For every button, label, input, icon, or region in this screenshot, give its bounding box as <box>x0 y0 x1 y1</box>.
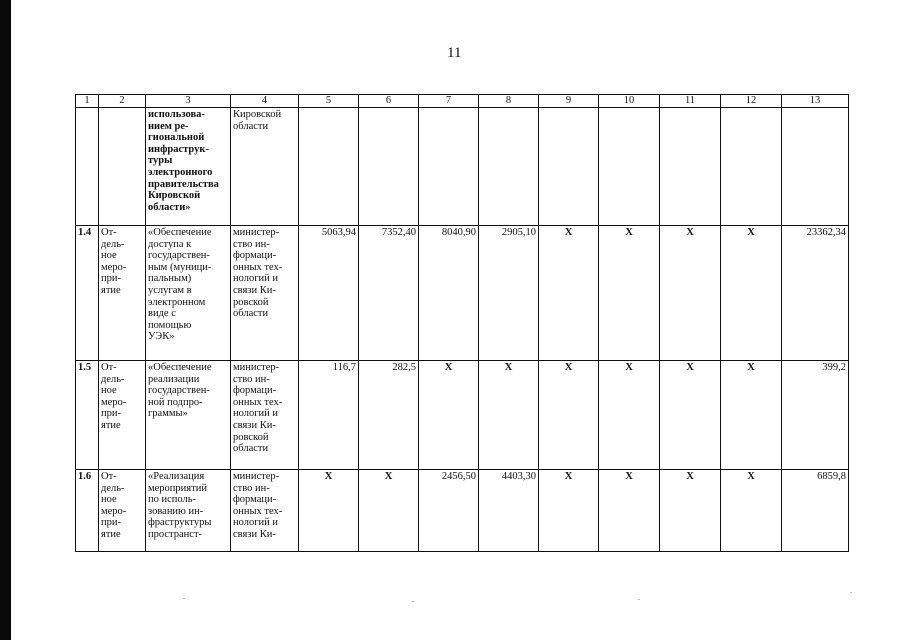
value-cell <box>599 108 660 226</box>
table-row <box>76 470 849 552</box>
value-cell: Х <box>299 470 359 552</box>
value-cell <box>479 108 539 226</box>
value-cell <box>721 108 782 226</box>
column-header: 11 <box>660 95 721 108</box>
value-cell: Х <box>419 361 479 470</box>
row-number <box>76 108 99 226</box>
value-cell: 7352,40 <box>359 226 419 361</box>
executor-cell: министер- ство ин- формаци- онных тех- нологий и связи Ки- ровской области <box>231 226 299 361</box>
value-cell: Х <box>721 226 782 361</box>
column-header: 4 <box>231 95 299 108</box>
value-cell: 5063,94 <box>299 226 359 361</box>
budget-table <box>75 94 849 552</box>
value-cell: 282,5 <box>359 361 419 470</box>
value-cell <box>539 108 599 226</box>
scan-speck <box>638 599 640 600</box>
scan-speck <box>412 601 414 602</box>
value-cell: Х <box>539 470 599 552</box>
value-cell <box>660 108 721 226</box>
scan-speck <box>850 592 852 593</box>
value-cell: Х <box>539 361 599 470</box>
header-row <box>76 95 849 108</box>
total-cell: 6859,8 <box>782 470 849 552</box>
row-number: 1.4 <box>76 226 99 361</box>
column-header: 10 <box>599 95 660 108</box>
activity-type-cell: От- дель- ное меро- при- ятие <box>99 361 146 470</box>
activity-name-cell: «Обеспечение доступа к государствен- ным (муници- пальным) услугам в электронном виде с помощью УЭК» <box>146 226 231 361</box>
value-cell: Х <box>660 361 721 470</box>
table-row <box>76 361 849 470</box>
value-cell: Х <box>359 470 419 552</box>
activity-name-cell: «Реализация мероприятий по исполь- зованию ин- фраструктуры пространст- <box>146 470 231 552</box>
scan-speck <box>183 598 185 599</box>
column-header: 5 <box>299 95 359 108</box>
value-cell: 4403,30 <box>479 470 539 552</box>
table-row <box>76 226 849 361</box>
value-cell: Х <box>660 226 721 361</box>
value-cell: 2905,10 <box>479 226 539 361</box>
column-header: 8 <box>479 95 539 108</box>
activity-type-cell: От- дель- ное меро- при- ятие <box>99 226 146 361</box>
value-cell: Х <box>721 470 782 552</box>
value-cell: Х <box>599 361 660 470</box>
column-header: 6 <box>359 95 419 108</box>
executor-cell: министер- ство ин- формаци- онных тех- нологий и связи Ки- <box>231 470 299 552</box>
value-cell: 2456,50 <box>419 470 479 552</box>
scan-edge-bar <box>0 0 11 640</box>
value-cell: Х <box>479 361 539 470</box>
column-header: 1 <box>76 95 99 108</box>
activity-name-cell: «Обеспечение реализации государствен- ной подпро- граммы» <box>146 361 231 470</box>
total-cell: 399,2 <box>782 361 849 470</box>
total-cell <box>782 108 849 226</box>
value-cell: Х <box>721 361 782 470</box>
row-number: 1.5 <box>76 361 99 470</box>
activity-type-cell: От- дель- ное меро- при- ятие <box>99 470 146 552</box>
value-cell <box>359 108 419 226</box>
page-number: 11 <box>447 45 462 61</box>
column-header: 7 <box>419 95 479 108</box>
table-row <box>76 108 849 226</box>
value-cell <box>419 108 479 226</box>
value-cell: Х <box>599 226 660 361</box>
value-cell: Х <box>539 226 599 361</box>
column-header: 13 <box>782 95 849 108</box>
value-cell: Х <box>599 470 660 552</box>
value-cell: 116,7 <box>299 361 359 470</box>
value-cell <box>299 108 359 226</box>
row-number: 1.6 <box>76 470 99 552</box>
column-header: 12 <box>721 95 782 108</box>
column-header: 2 <box>99 95 146 108</box>
column-header: 3 <box>146 95 231 108</box>
value-cell: Х <box>660 470 721 552</box>
executor-cell: Кировской области <box>231 108 299 226</box>
executor-cell: министер- ство ин- формаци- онных тех- нологий и связи Ки- ровской области <box>231 361 299 470</box>
column-header: 9 <box>539 95 599 108</box>
total-cell: 23362,34 <box>782 226 849 361</box>
activity-name-cell: использова- нием ре- гиональной инфраструк- туры электронного правительства Кировской области» <box>146 108 231 226</box>
activity-type-cell <box>99 108 146 226</box>
value-cell: 8040,90 <box>419 226 479 361</box>
